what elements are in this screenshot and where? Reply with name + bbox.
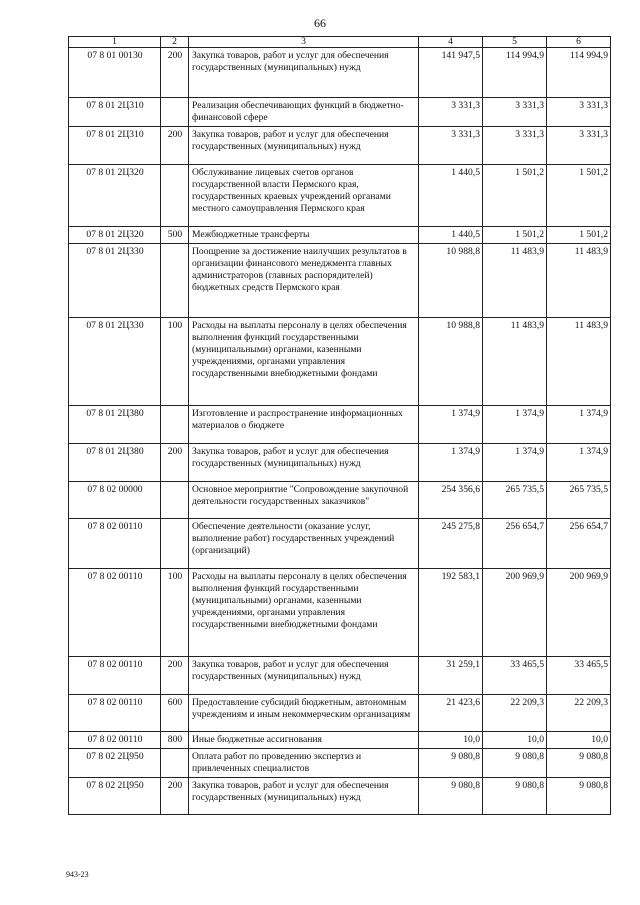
cell-name: Закупка товаров, работ и услуг для обеспечения государственных (муниципальных) нужд [189, 444, 419, 482]
header-col-1: 1 [69, 37, 161, 48]
budget-table [68, 36, 611, 815]
cell-value-col-5: 11 483,9 [483, 244, 547, 318]
cell-value-col-5: 1 374,9 [483, 444, 547, 482]
cell-code: 07 8 01 2Ц310 [69, 98, 161, 127]
cell-name: Изготовление и распространение информационных материалов о бюджете [189, 406, 419, 444]
cell-code: 07 8 02 00110 [69, 657, 161, 695]
cell-name: Основное мероприятие "Сопровождение закупочной деятельности государственных заказчиков" [189, 482, 419, 519]
cell-value-col-5: 33 465,5 [483, 657, 547, 695]
cell-value-col-6: 1 501,2 [547, 227, 611, 244]
cell-value-col-6: 3 331,3 [547, 127, 611, 165]
cell-value-col-6: 11 483,9 [547, 244, 611, 318]
cell-value-col-6: 9 080,8 [547, 749, 611, 778]
cell-code: 07 8 01 2Ц320 [69, 165, 161, 227]
cell-kind: 100 [161, 569, 189, 657]
cell-code: 07 8 02 2Ц950 [69, 778, 161, 815]
cell-name: Межбюджетные трансферты [189, 227, 419, 244]
table-row [69, 244, 611, 318]
cell-value-col-6: 1 501,2 [547, 165, 611, 227]
cell-value-col-5: 1 501,2 [483, 227, 547, 244]
cell-value-col-4: 31 259,1 [419, 657, 483, 695]
cell-value-col-5: 9 080,8 [483, 778, 547, 815]
cell-name: Закупка товаров, работ и услуг для обеспечения государственных (муниципальных) нужд [189, 48, 419, 98]
cell-value-col-4: 1 440,5 [419, 165, 483, 227]
cell-value-col-5: 11 483,9 [483, 318, 547, 406]
cell-code: 07 8 02 00110 [69, 695, 161, 732]
cell-value-col-6: 114 994,9 [547, 48, 611, 98]
cell-value-col-4: 3 331,3 [419, 127, 483, 165]
cell-name: Расходы на выплаты персоналу в целях обеспечения выполнения функций государственными (муниципальными) органами, казенными учреждениями, органами управления государственными внебюджетными фондами [189, 318, 419, 406]
cell-name: Расходы на выплаты персоналу в целях обеспечения выполнения функций государственными (муниципальными) органами, казенными учреждениями, органами управления государственными внебюджетными фондами [189, 569, 419, 657]
cell-kind [161, 244, 189, 318]
cell-kind: 800 [161, 732, 189, 749]
cell-value-col-4: 10,0 [419, 732, 483, 749]
cell-code: 07 8 01 2Ц330 [69, 244, 161, 318]
table-body [69, 48, 611, 815]
table-row [69, 732, 611, 749]
cell-code: 07 8 02 00000 [69, 482, 161, 519]
cell-value-col-6: 256 654,7 [547, 519, 611, 569]
cell-kind [161, 165, 189, 227]
table-row [69, 98, 611, 127]
header-col-5: 5 [483, 37, 547, 48]
cell-value-col-4: 1 440,5 [419, 227, 483, 244]
cell-kind [161, 406, 189, 444]
cell-value-col-5: 9 080,8 [483, 749, 547, 778]
table-row [69, 778, 611, 815]
cell-value-col-6: 1 374,9 [547, 444, 611, 482]
cell-value-col-6: 22 209,3 [547, 695, 611, 732]
cell-kind: 500 [161, 227, 189, 244]
cell-kind: 200 [161, 778, 189, 815]
cell-code: 07 8 01 00130 [69, 48, 161, 98]
table-row [69, 695, 611, 732]
cell-value-col-4: 254 356,6 [419, 482, 483, 519]
cell-value-col-4: 9 080,8 [419, 749, 483, 778]
cell-kind: 600 [161, 695, 189, 732]
cell-name: Закупка товаров, работ и услуг для обеспечения государственных (муниципальных) нужд [189, 778, 419, 815]
cell-value-col-4: 1 374,9 [419, 406, 483, 444]
table-row [69, 519, 611, 569]
table-row [69, 227, 611, 244]
header-col-4: 4 [419, 37, 483, 48]
cell-kind [161, 519, 189, 569]
cell-code: 07 8 01 2Ц380 [69, 444, 161, 482]
cell-value-col-5: 200 969,9 [483, 569, 547, 657]
document-code: 943-23 [66, 870, 89, 879]
cell-name: Оплата работ по проведению экспертиз и привлеченных специалистов [189, 749, 419, 778]
cell-value-col-5: 256 654,7 [483, 519, 547, 569]
cell-value-col-4: 10 988,8 [419, 318, 483, 406]
cell-name: Предоставление субсидий бюджетным, автономным учреждениям и иным некоммерческим организациям [189, 695, 419, 732]
cell-kind: 200 [161, 444, 189, 482]
cell-code: 07 8 01 2Ц310 [69, 127, 161, 165]
cell-value-col-5: 3 331,3 [483, 98, 547, 127]
table-row [69, 165, 611, 227]
cell-value-col-5: 10,0 [483, 732, 547, 749]
cell-kind [161, 98, 189, 127]
table-row [69, 406, 611, 444]
cell-value-col-4: 21 423,6 [419, 695, 483, 732]
table-row [69, 482, 611, 519]
cell-code: 07 8 01 2Ц320 [69, 227, 161, 244]
header-col-3: 3 [189, 37, 419, 48]
cell-kind: 200 [161, 127, 189, 165]
table-row [69, 569, 611, 657]
table-row [69, 318, 611, 406]
table-row [69, 48, 611, 98]
cell-name: Обслуживание лицевых счетов органов государственной власти Пермского края, государственных краевых учреждений органами местного самоуправления Пермского края [189, 165, 419, 227]
cell-name: Иные бюджетные ассигнования [189, 732, 419, 749]
header-col-2: 2 [161, 37, 189, 48]
cell-code: 07 8 02 00110 [69, 519, 161, 569]
cell-code: 07 8 02 2Ц950 [69, 749, 161, 778]
cell-value-col-5: 114 994,9 [483, 48, 547, 98]
cell-value-col-4: 141 947,5 [419, 48, 483, 98]
cell-kind: 200 [161, 48, 189, 98]
cell-value-col-5: 1 374,9 [483, 406, 547, 444]
cell-value-col-4: 10 988,8 [419, 244, 483, 318]
header-row [69, 37, 611, 48]
cell-value-col-6: 9 080,8 [547, 778, 611, 815]
cell-value-col-4: 3 331,3 [419, 98, 483, 127]
cell-kind [161, 749, 189, 778]
cell-value-col-6: 265 735,5 [547, 482, 611, 519]
cell-name: Обеспечение деятельности (оказание услуг, выполнение работ) государственных учреждений (организаций) [189, 519, 419, 569]
cell-kind: 200 [161, 657, 189, 695]
table-row [69, 444, 611, 482]
cell-value-col-4: 245 275,8 [419, 519, 483, 569]
cell-value-col-6: 11 483,9 [547, 318, 611, 406]
table-row [69, 127, 611, 165]
page-number: 66 [314, 16, 326, 30]
cell-name: Поощрение за достижение наилучших результатов в организации финансового менеджмента главных администраторов (главных распорядителей) бюджетных средств Пермского края [189, 244, 419, 318]
cell-value-col-4: 9 080,8 [419, 778, 483, 815]
cell-code: 07 8 02 00110 [69, 569, 161, 657]
cell-code: 07 8 01 2Ц330 [69, 318, 161, 406]
cell-code: 07 8 02 00110 [69, 732, 161, 749]
cell-value-col-6: 33 465,5 [547, 657, 611, 695]
cell-code: 07 8 01 2Ц380 [69, 406, 161, 444]
cell-name: Реализация обеспечивающих функций в бюджетно-финансовой сфере [189, 98, 419, 127]
cell-name: Закупка товаров, работ и услуг для обеспечения государственных (муниципальных) нужд [189, 657, 419, 695]
cell-value-col-4: 192 583,1 [419, 569, 483, 657]
cell-value-col-5: 265 735,5 [483, 482, 547, 519]
cell-kind [161, 482, 189, 519]
table-row [69, 657, 611, 695]
cell-value-col-6: 3 331,3 [547, 98, 611, 127]
table-row [69, 749, 611, 778]
cell-kind: 100 [161, 318, 189, 406]
cell-value-col-6: 200 969,9 [547, 569, 611, 657]
cell-value-col-4: 1 374,9 [419, 444, 483, 482]
cell-value-col-6: 10,0 [547, 732, 611, 749]
cell-value-col-5: 3 331,3 [483, 127, 547, 165]
header-col-6: 6 [547, 37, 611, 48]
cell-value-col-5: 22 209,3 [483, 695, 547, 732]
cell-value-col-6: 1 374,9 [547, 406, 611, 444]
cell-name: Закупка товаров, работ и услуг для обеспечения государственных (муниципальных) нужд [189, 127, 419, 165]
cell-value-col-5: 1 501,2 [483, 165, 547, 227]
